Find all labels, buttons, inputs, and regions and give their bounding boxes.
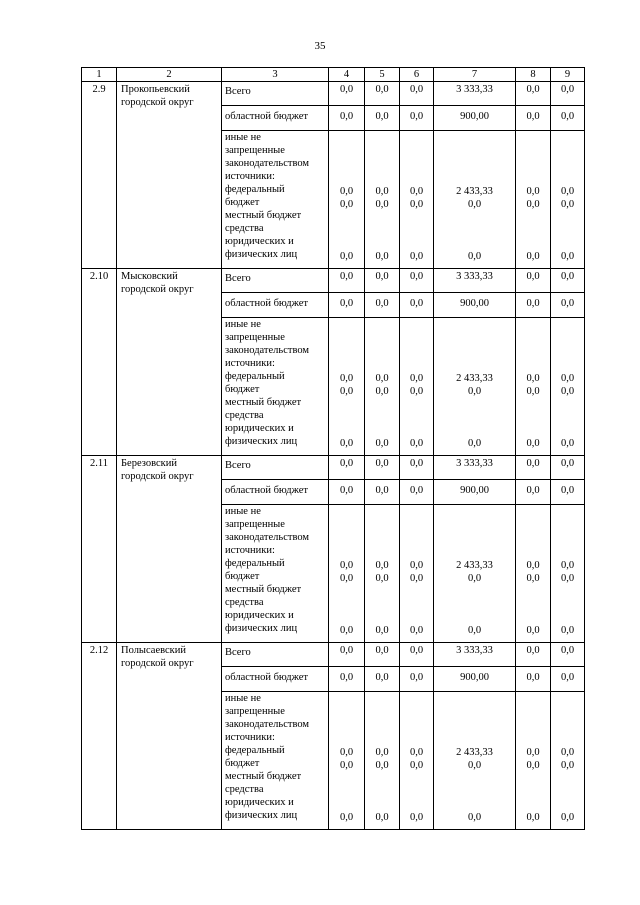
value-stack [434, 131, 516, 269]
value-cell: 0,0 [400, 643, 434, 667]
value-cell: 0,0 [365, 456, 400, 480]
value-federal: 0,0 [526, 560, 540, 571]
source-other-label [222, 131, 329, 269]
value-stack [365, 692, 400, 830]
value-federal: 0,0 [409, 560, 424, 571]
value-cell: 0,0 [551, 269, 585, 293]
value-local: 0,0 [375, 573, 389, 584]
value-legal: 0,0 [560, 625, 575, 636]
source-other-label [222, 505, 329, 643]
value-stack [434, 318, 516, 456]
value-local: 0,0 [526, 573, 540, 584]
value-stack [365, 131, 400, 269]
value-local: 0,0 [339, 199, 354, 210]
value-federal: 2 433,33 [456, 747, 493, 758]
value-local: 0,0 [375, 386, 389, 397]
value-cell: 0,0 [365, 667, 400, 692]
table-row-total [82, 643, 585, 667]
value-local: 0,0 [409, 760, 424, 771]
value-cell: 3 333,33 [434, 456, 516, 480]
source-other-line: бюджет [225, 758, 260, 769]
row-number: 2.12 [82, 643, 117, 830]
row-number: 2.9 [82, 82, 117, 269]
budget-table [81, 67, 585, 830]
source-other-line: физических лиц [225, 249, 298, 260]
value-cell: 0,0 [329, 643, 365, 667]
value-legal: 0,0 [526, 625, 540, 636]
value-federal: 0,0 [526, 186, 540, 197]
value-federal: 0,0 [375, 373, 389, 384]
value-cell: 0,0 [516, 667, 551, 692]
source-other-line: физических лиц [225, 623, 298, 634]
source-other-line: средства [225, 410, 264, 421]
source-regional-label: областной бюджет [222, 480, 329, 505]
source-other-line: юридических и [225, 797, 294, 808]
value-cell: 3 333,33 [434, 643, 516, 667]
header-cell: 6 [400, 68, 434, 82]
source-other-line: юридических и [225, 610, 294, 621]
source-other-line: средства [225, 597, 264, 608]
value-stack [400, 505, 434, 643]
value-cell: 0,0 [400, 480, 434, 505]
value-legal: 0,0 [409, 625, 424, 636]
value-cell: 900,00 [434, 480, 516, 505]
value-cell: 0,0 [400, 456, 434, 480]
value-federal: 0,0 [560, 186, 575, 197]
source-other-line: средства [225, 223, 264, 234]
source-total-label: Всего [222, 269, 329, 293]
value-cell: 0,0 [365, 643, 400, 667]
value-local: 0,0 [467, 760, 482, 771]
source-other-line: запрещенные [225, 332, 285, 343]
value-federal: 0,0 [560, 560, 575, 571]
value-federal: 2 433,33 [456, 186, 493, 197]
value-local: 0,0 [467, 199, 482, 210]
value-legal: 0,0 [375, 438, 389, 449]
source-other-line: федеральный [225, 184, 285, 195]
source-other-line: запрещенные [225, 706, 285, 717]
value-cell: 0,0 [551, 667, 585, 692]
table-row-total [82, 456, 585, 480]
table-row-total [82, 82, 585, 106]
value-cell: 0,0 [329, 456, 365, 480]
source-regional-label: областной бюджет [222, 293, 329, 318]
value-legal: 0,0 [467, 251, 482, 262]
value-cell: 0,0 [516, 106, 551, 131]
value-stack [365, 505, 400, 643]
source-other-line: местный бюджет [225, 771, 302, 782]
value-federal: 0,0 [339, 560, 354, 571]
value-cell: 0,0 [551, 106, 585, 131]
page-number: 35 [314, 40, 326, 52]
value-local: 0,0 [560, 573, 575, 584]
value-legal: 0,0 [560, 438, 575, 449]
source-other-line: источники: [225, 171, 275, 182]
value-stack [400, 692, 434, 830]
header-cell: 7 [434, 68, 516, 82]
value-federal: 0,0 [409, 186, 424, 197]
value-federal: 0,0 [526, 747, 540, 758]
table-row-total [82, 269, 585, 293]
value-federal: 0,0 [339, 373, 354, 384]
value-cell: 0,0 [400, 293, 434, 318]
value-cell: 900,00 [434, 293, 516, 318]
value-local: 0,0 [339, 386, 354, 397]
value-legal: 0,0 [526, 438, 540, 449]
source-other-line: законодательством [225, 719, 310, 730]
source-other-line: законодательством [225, 532, 310, 543]
value-cell: 3 333,33 [434, 82, 516, 106]
value-stack [551, 505, 585, 643]
source-regional-label: областной бюджет [222, 106, 329, 131]
header-cell: 9 [551, 68, 585, 82]
value-local: 0,0 [409, 386, 424, 397]
value-stack [516, 692, 551, 830]
value-cell: 0,0 [365, 293, 400, 318]
value-stack [516, 318, 551, 456]
value-federal: 0,0 [375, 560, 389, 571]
value-federal: 0,0 [339, 186, 354, 197]
value-local: 0,0 [409, 573, 424, 584]
source-other-line: законодательством [225, 345, 310, 356]
value-stack [400, 131, 434, 269]
value-federal: 0,0 [560, 747, 575, 758]
source-total-label: Всего [222, 643, 329, 667]
source-other-label [222, 318, 329, 456]
source-other-line: физических лиц [225, 436, 298, 447]
value-cell: 0,0 [516, 269, 551, 293]
row-number: 2.10 [82, 269, 117, 456]
value-legal: 0,0 [560, 251, 575, 262]
value-legal: 0,0 [467, 812, 482, 823]
value-stack [516, 505, 551, 643]
value-local: 0,0 [375, 760, 389, 771]
value-cell: 900,00 [434, 106, 516, 131]
value-legal: 0,0 [409, 251, 424, 262]
value-legal: 0,0 [467, 625, 482, 636]
value-legal: 0,0 [375, 625, 389, 636]
value-local: 0,0 [375, 199, 389, 210]
source-other-line: иные не [225, 132, 261, 143]
value-local: 0,0 [526, 760, 540, 771]
value-cell: 900,00 [434, 667, 516, 692]
source-other-line: бюджет [225, 197, 260, 208]
value-federal: 2 433,33 [456, 373, 493, 384]
value-federal: 0,0 [375, 186, 389, 197]
value-legal: 0,0 [339, 438, 354, 449]
row-number: 2.11 [82, 456, 117, 643]
value-stack [551, 318, 585, 456]
value-legal: 0,0 [339, 812, 354, 823]
value-stack [329, 692, 365, 830]
value-cell: 0,0 [329, 667, 365, 692]
value-stack [551, 131, 585, 269]
source-other-line: источники: [225, 545, 275, 556]
source-total-label: Всего [222, 82, 329, 106]
value-local: 0,0 [409, 199, 424, 210]
value-legal: 0,0 [526, 251, 540, 262]
value-local: 0,0 [526, 199, 540, 210]
value-cell: 0,0 [551, 456, 585, 480]
header-cell: 5 [365, 68, 400, 82]
value-cell: 0,0 [329, 269, 365, 293]
value-stack [434, 692, 516, 830]
value-legal: 0,0 [526, 812, 540, 823]
value-cell: 0,0 [516, 643, 551, 667]
value-federal: 0,0 [526, 373, 540, 384]
source-other-line: местный бюджет [225, 397, 302, 408]
value-cell: 0,0 [329, 293, 365, 318]
value-federal: 0,0 [375, 747, 389, 758]
source-other-line: иные не [225, 693, 261, 704]
value-cell: 0,0 [551, 643, 585, 667]
value-stack [329, 131, 365, 269]
value-cell: 0,0 [329, 106, 365, 131]
source-other-line: источники: [225, 732, 275, 743]
value-federal: 0,0 [560, 373, 575, 384]
source-other-line: бюджет [225, 384, 260, 395]
header-cell: 1 [82, 68, 117, 82]
source-other-line: запрещенные [225, 519, 285, 530]
value-cell: 0,0 [551, 480, 585, 505]
value-cell: 0,0 [400, 269, 434, 293]
value-cell: 3 333,33 [434, 269, 516, 293]
value-legal: 0,0 [409, 438, 424, 449]
source-other-line: местный бюджет [225, 584, 302, 595]
value-cell: 0,0 [365, 269, 400, 293]
value-legal: 0,0 [409, 812, 424, 823]
source-other-label [222, 692, 329, 830]
source-other-line: иные не [225, 319, 261, 330]
value-federal: 0,0 [409, 373, 424, 384]
source-other-line: запрещенные [225, 145, 285, 156]
value-cell: 0,0 [365, 480, 400, 505]
value-cell: 0,0 [329, 82, 365, 106]
value-cell: 0,0 [400, 82, 434, 106]
value-cell: 0,0 [516, 480, 551, 505]
source-other-line: юридических и [225, 423, 294, 434]
municipality-name: Полысаевский городской округ [117, 643, 222, 830]
header-row [82, 68, 585, 82]
value-cell: 0,0 [365, 82, 400, 106]
value-legal: 0,0 [560, 812, 575, 823]
source-other-line: местный бюджет [225, 210, 302, 221]
value-cell: 0,0 [551, 82, 585, 106]
source-other-line: федеральный [225, 745, 285, 756]
source-other-line: иные не [225, 506, 261, 517]
value-cell: 0,0 [400, 667, 434, 692]
value-cell: 0,0 [400, 106, 434, 131]
value-stack [329, 505, 365, 643]
value-legal: 0,0 [339, 625, 354, 636]
value-stack [365, 318, 400, 456]
source-other-line: юридических и [225, 236, 294, 247]
value-stack [434, 505, 516, 643]
source-other-line: физических лиц [225, 810, 298, 821]
value-stack [516, 131, 551, 269]
value-federal: 2 433,33 [456, 560, 493, 571]
value-legal: 0,0 [467, 438, 482, 449]
source-total-label: Всего [222, 456, 329, 480]
value-local: 0,0 [526, 386, 540, 397]
value-stack [551, 692, 585, 830]
value-legal: 0,0 [375, 251, 389, 262]
value-cell: 0,0 [551, 293, 585, 318]
value-local: 0,0 [560, 199, 575, 210]
municipality-name: Прокопьевский городской округ [117, 82, 222, 269]
source-other-line: федеральный [225, 371, 285, 382]
value-local: 0,0 [560, 386, 575, 397]
value-cell: 0,0 [516, 456, 551, 480]
source-other-line: источники: [225, 358, 275, 369]
municipality-name: Березовский городской округ [117, 456, 222, 643]
header-cell: 2 [117, 68, 222, 82]
value-legal: 0,0 [339, 251, 354, 262]
value-stack [400, 318, 434, 456]
value-federal: 0,0 [339, 747, 354, 758]
value-cell: 0,0 [516, 82, 551, 106]
value-cell: 0,0 [329, 480, 365, 505]
source-other-line: законодательством [225, 158, 310, 169]
header-cell: 4 [329, 68, 365, 82]
municipality-name: Мысковский городской округ [117, 269, 222, 456]
value-local: 0,0 [467, 573, 482, 584]
header-cell: 8 [516, 68, 551, 82]
value-federal: 0,0 [409, 747, 424, 758]
source-other-line: федеральный [225, 558, 285, 569]
value-stack [329, 318, 365, 456]
source-regional-label: областной бюджет [222, 667, 329, 692]
value-cell: 0,0 [516, 293, 551, 318]
value-local: 0,0 [560, 760, 575, 771]
source-other-line: средства [225, 784, 264, 795]
value-local: 0,0 [467, 386, 482, 397]
value-local: 0,0 [339, 760, 354, 771]
source-other-line: бюджет [225, 571, 260, 582]
value-legal: 0,0 [375, 812, 389, 823]
value-local: 0,0 [339, 573, 354, 584]
header-cell: 3 [222, 68, 329, 82]
value-cell: 0,0 [365, 106, 400, 131]
